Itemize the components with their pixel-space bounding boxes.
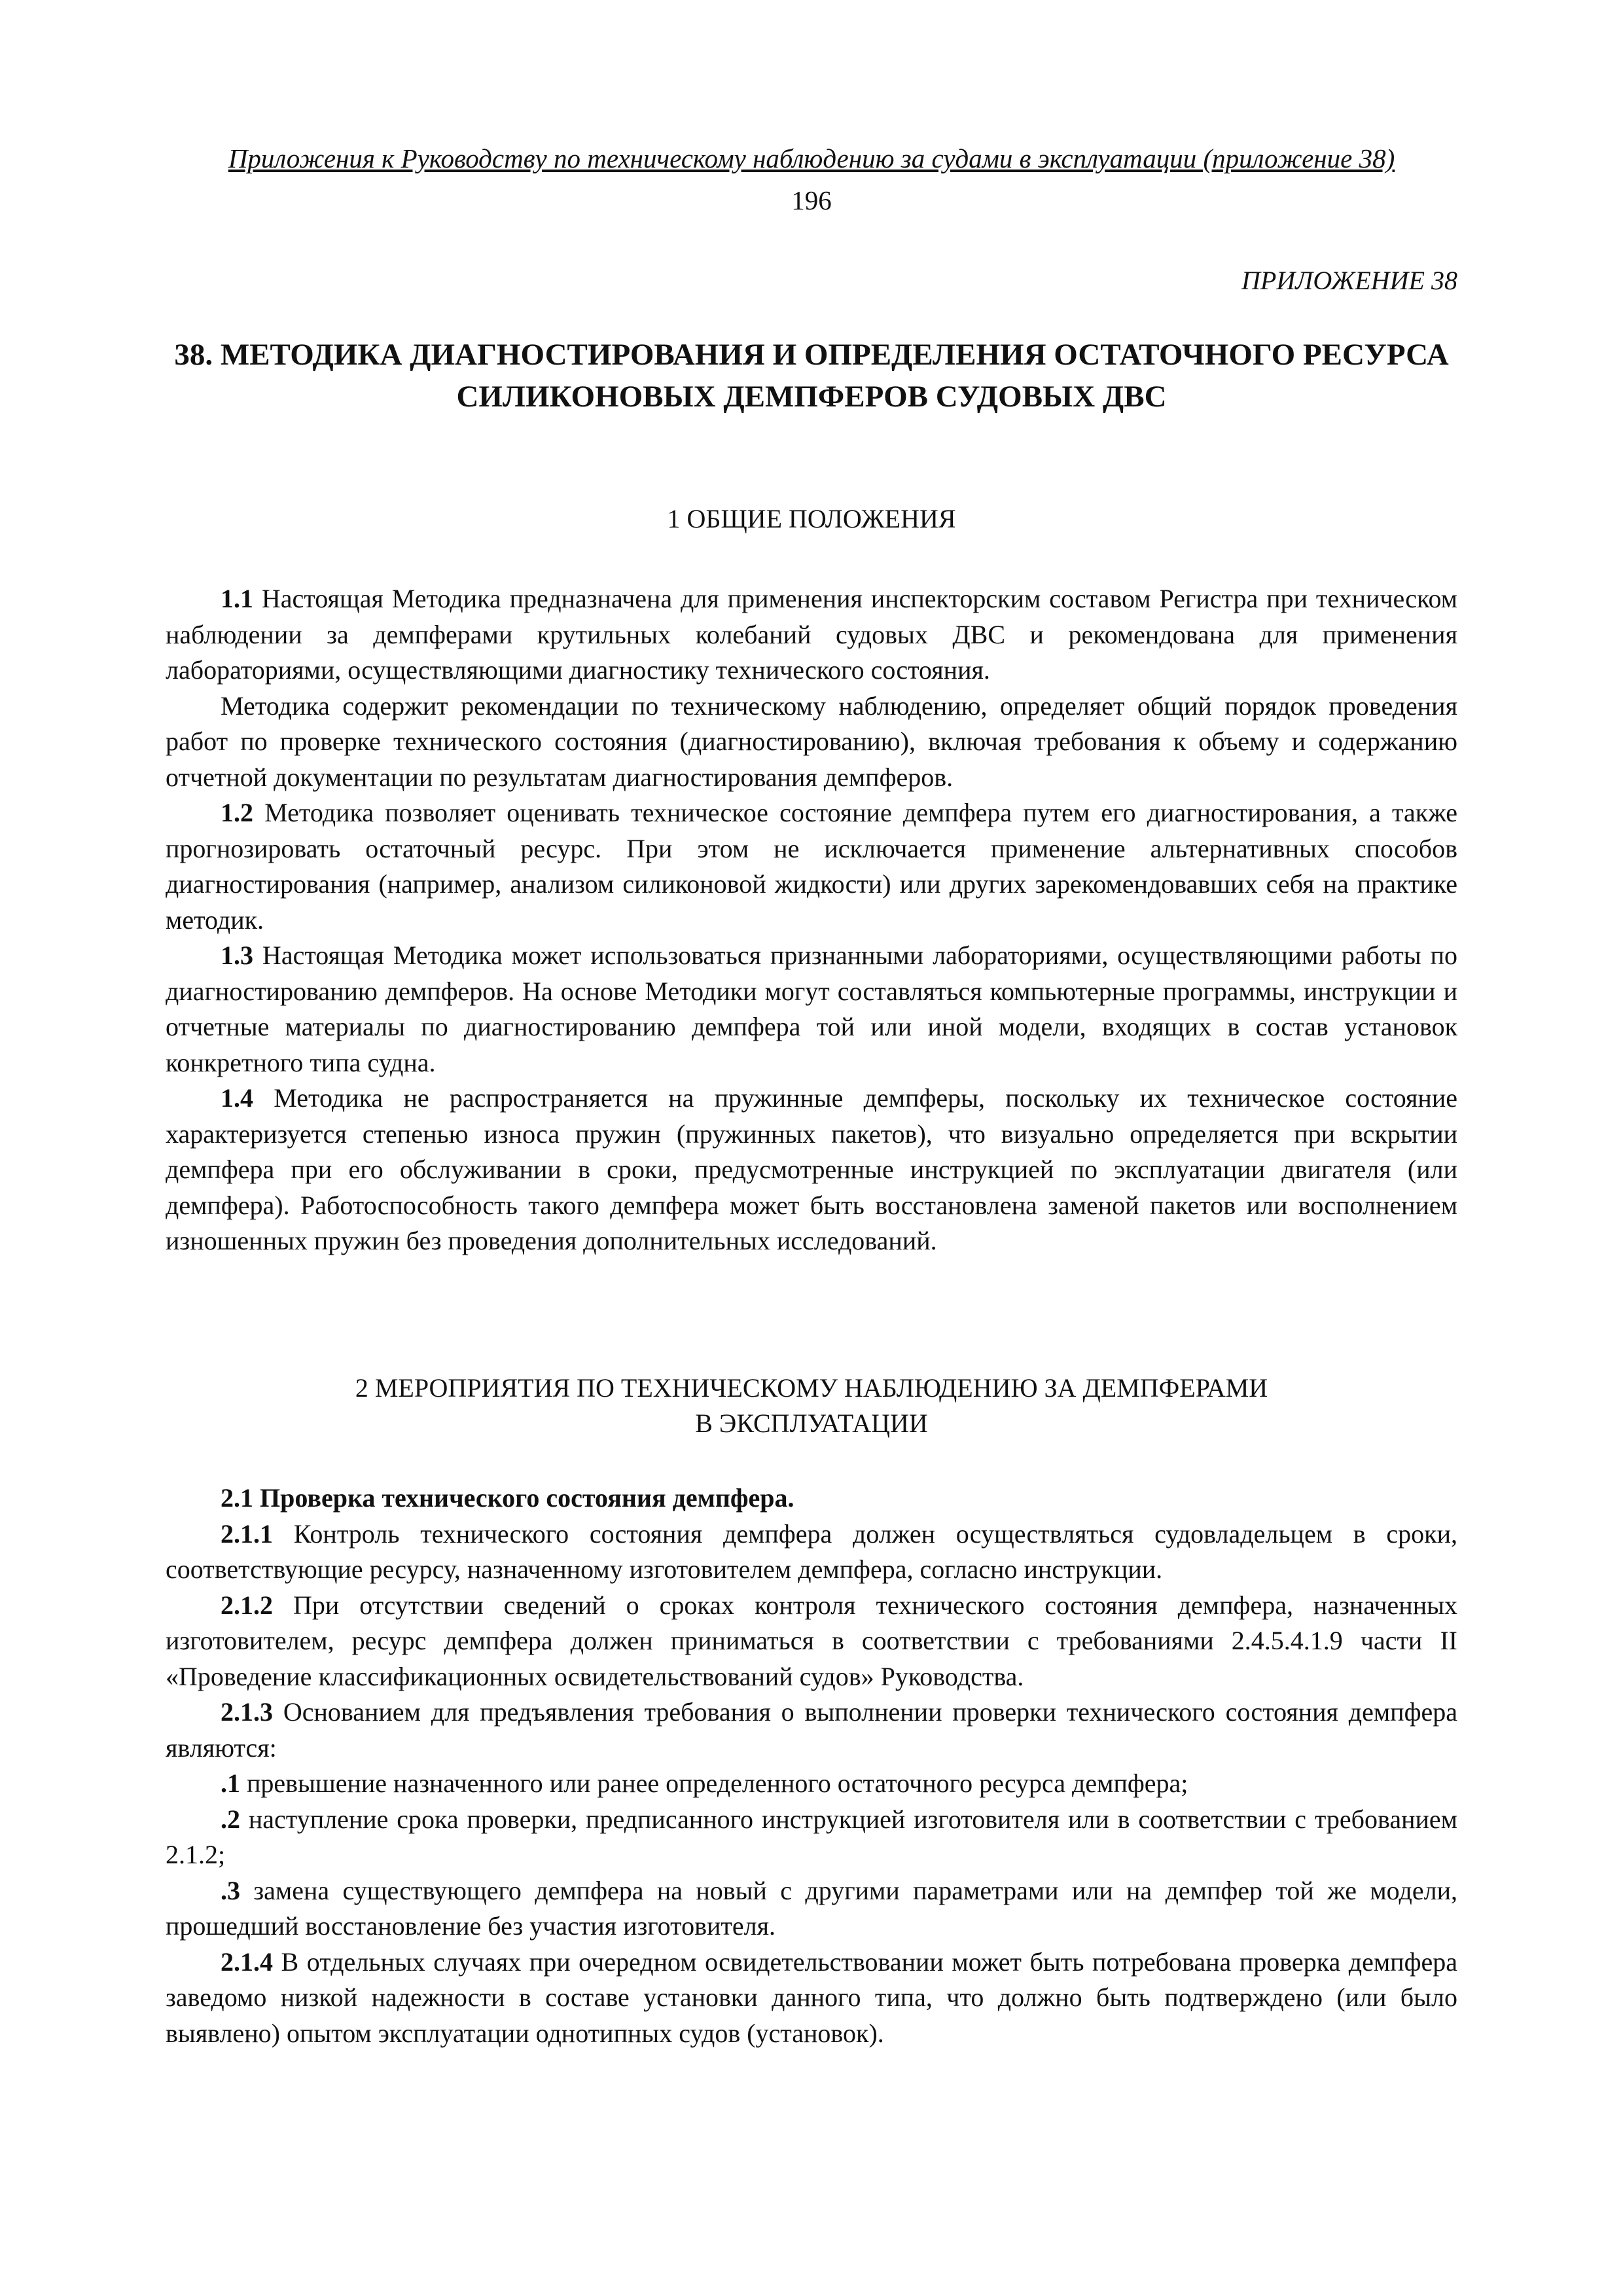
paragraph-1-4 — [166, 1081, 1457, 1259]
paragraph-text: При отсутствии сведений о сроках контроля технического состояния демпфера, назначенных изготовителем, ресурс демпфера должен приниматься в соответствии с требованиями 2.4.5.4.1.9 части II «Проведение классификационных освидетельствований судов» Руководства. — [166, 1590, 1457, 1691]
paragraph-number: 2.1.1 — [221, 1518, 273, 1549]
section-2-heading — [0, 1371, 1623, 1441]
appendix-label: ПРИЛОЖЕНИЕ 38 — [1241, 266, 1457, 295]
paragraph-number: 2.1.3 — [221, 1697, 273, 1727]
list-item-3 — [166, 1873, 1457, 1945]
list-item-1 — [166, 1766, 1457, 1802]
document-title-line-1: 38. МЕТОДИКА ДИАГНОСТИРОВАНИЯ И ОПРЕДЕЛЕНИЯ ОСТАТОЧНОГО РЕСУРСА — [174, 338, 1449, 372]
paragraph-text: Настоящая Методика предназначена для применения инспекторским составом Регистра при техническом наблюдении за демпферами крутильных колебаний судовых ДВС и рекомендована для применения лабораториями, осуществляющими диагностику технического состояния. — [166, 584, 1457, 685]
list-item-2 — [166, 1802, 1457, 1873]
document-title — [166, 334, 1457, 418]
list-item-text: замена существующего демпфера на новый с другими параметрами или на демпфер той же модели, прошедший восстановление без участия изготовителя. — [166, 1875, 1457, 1941]
paragraph-2-1 — [166, 1480, 1457, 1516]
section-2-heading-line-2: В ЭКСПЛУАТАЦИИ — [695, 1408, 928, 1438]
paragraph-text: Методика позволяет оценивать техническое состояние демпфера путем его диагностирования, а также прогнозировать остаточный ресурс. При этом не исключается применение альтернативных способов диагностирования (например, анализом силиконовой жидкости) или других зарекомендовавших себя на практике методик. — [166, 798, 1457, 935]
list-item-text: наступление срока проверки, предписанного инструкцией изготовителя или в соответствии с требованием 2.1.2; — [166, 1804, 1457, 1869]
page-number: 196 — [791, 185, 832, 215]
paragraph-text: Настоящая Методика может использоваться признанными лабораториями, осуществляющими работы по диагностированию демпферов. На основе Методики могут составляться компьютерные программы, инструкции и отчетные материалы по диагностированию демпфера той или иной модели, входящих в состав установок конкретного типа судна. — [166, 941, 1457, 1077]
section-1-heading: 1 ОБЩИЕ ПОЛОЖЕНИЯ — [667, 504, 956, 533]
paragraph-1-3 — [166, 938, 1457, 1081]
section-2-body — [166, 1480, 1457, 2051]
paragraph-number: 2.1.2 — [221, 1590, 273, 1620]
paragraph-2-1-2 — [166, 1588, 1457, 1695]
paragraph-text: Контроль технического состояния демпфера должен осуществляться судовладельцем в сроки, соответствующие ресурсу, назначенному изготовителем демпфера, согласно инструкции. — [166, 1518, 1457, 1584]
paragraph-1-1-continued: Методика содержит рекомендации по техническому наблюдению, определяет общий порядок проведения работ по проверке технического состояния (диагностированию), включая требования к объему и содержанию отчетной документации по результатам диагностирования демпферов. — [166, 691, 1457, 792]
paragraph-number: 1.2 — [221, 798, 253, 827]
document-title-line-2: СИЛИКОНОВЫХ ДЕМПФЕРОВ СУДОВЫХ ДВС — [456, 380, 1167, 414]
subsection-title: 2.1 Проверка технического состояния демпфера. — [221, 1483, 794, 1513]
paragraph-1-2 — [166, 795, 1457, 938]
section-2-heading-line-1: 2 МЕРОПРИЯТИЯ ПО ТЕХНИЧЕСКОМУ НАБЛЮДЕНИЮ ЗА ДЕМПФЕРАМИ — [355, 1373, 1268, 1403]
paragraph-number: 2.1.4 — [221, 1946, 273, 1977]
paragraph-2-1-4 — [166, 1945, 1457, 2052]
paragraph-number: 1.3 — [221, 941, 253, 970]
list-item-number: .2 — [221, 1804, 240, 1834]
paragraph-2-1-3 — [166, 1695, 1457, 1766]
paragraph-2-1-1 — [166, 1516, 1457, 1588]
section-1-body — [166, 581, 1457, 1259]
paragraph-1-1 — [166, 581, 1457, 689]
paragraph-text: Основанием для предъявления требования о выполнении проверки технического состояния демпфера являются: — [166, 1697, 1457, 1763]
paragraph-number: 1.1 — [221, 584, 253, 613]
running-header: Приложения к Руководству по техническому наблюдению за судами в эксплуатации (приложение 38) — [228, 143, 1395, 173]
paragraph-text: Методика не распространяется на пружинные демпферы, поскольку их техническое состояние характеризуется степенью износа пружин (пружинных пакетов), что визуально определяется при вскрытии демпфера при его обслуживании в сроки, предусмотренные инструкцией по эксплуатации двигателя (или демпфера). Работоспособность такого демпфера может быть восстановлена заменой пакетов или восполнением изношенных пружин без проведения дополнительных исследований. — [166, 1083, 1457, 1255]
paragraph-text: В отдельных случаях при очередном освидетельствовании может быть потребована проверка демпфера заведомо низкой надежности в составе установки данного типа, что должно быть подтверждено (или было выявлено) опытом эксплуатации однотипных судов (установок). — [166, 1946, 1457, 2048]
list-item-number: .3 — [221, 1875, 240, 1905]
list-item-number: .1 — [221, 1768, 240, 1798]
list-item-text: превышение назначенного или ранее определенного остаточного ресурса демпфера; — [240, 1768, 1188, 1798]
paragraph-number: 1.4 — [221, 1083, 253, 1113]
